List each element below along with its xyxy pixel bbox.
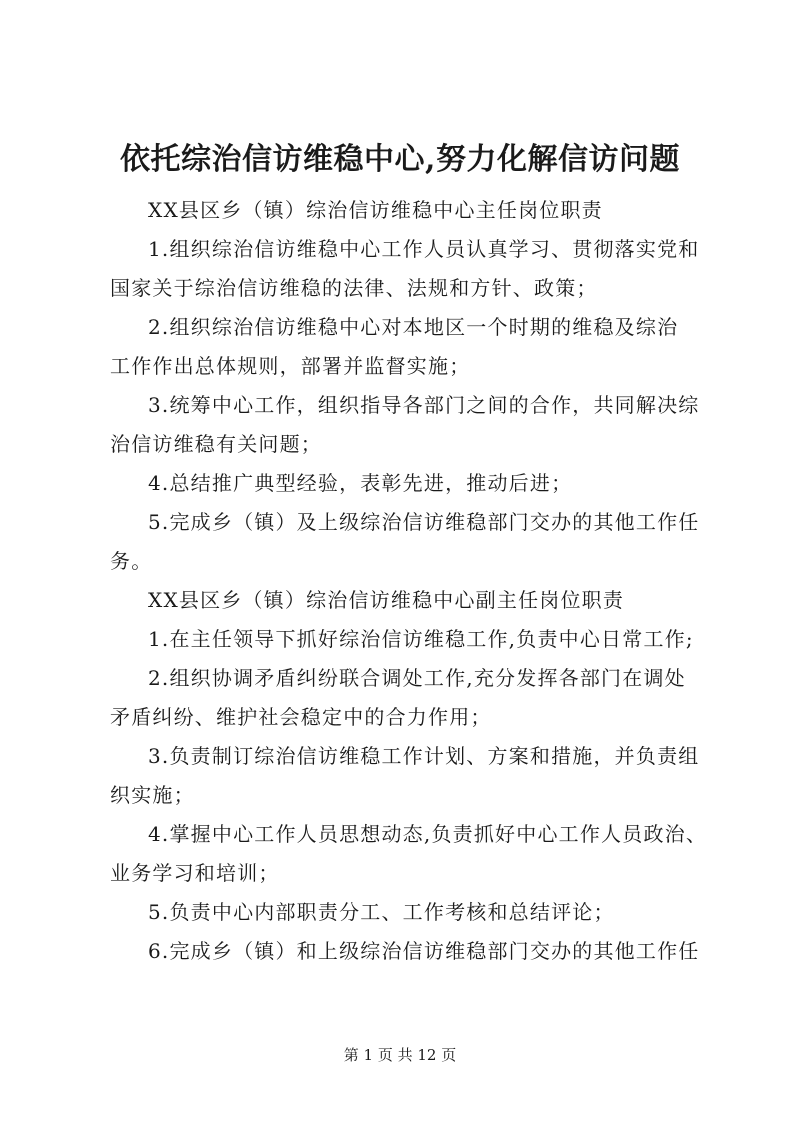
section1-item3-line2: 治信访维稳有关问题； [110, 432, 322, 456]
section2-item4-line1: 4.掌握中心工作人员思想动态,负责抓好中心工作人员政治、 [148, 822, 708, 846]
page-number-footer: 第 1 页 共 12 页 [343, 1046, 457, 1064]
section1-item5-line2: 务。 [110, 549, 153, 573]
section1-item2-line1: 2.组织综治信访维稳中心对本地区一个时期的维稳及综治 [148, 315, 679, 339]
section1-heading: XX县区乡（镇）综治信访维稳中心主任岗位职责 [148, 198, 603, 222]
section2-heading: XX县区乡（镇）综治信访维稳中心副主任岗位职责 [148, 588, 625, 612]
section1-item2-line2: 工作作出总体规则，部署并监督实施； [110, 354, 471, 378]
section2-item1: 1.在主任领导下抓好综治信访维稳工作,负责中心日常工作; [148, 627, 694, 651]
section2-item4-line2: 业务学习和培训； [110, 861, 280, 885]
section1-item3-line1: 3.统筹中心工作，组织指导各部门之间的合作，共同解决综 [148, 393, 700, 417]
section1-item4: 4.总结推广典型经验，表彰先进，推动后进； [148, 471, 573, 495]
section2-item3-line2: 织实施； [110, 783, 195, 807]
document-title: 依托综治信访维稳中心,努力化解信访问题 [120, 142, 680, 177]
section1-item5-line1: 5.完成乡（镇）及上级综治信访维稳部门交办的其他工作任 [148, 510, 700, 534]
section2-item2-line1: 2.组织协调矛盾纠纷联合调处工作,充分发挥各部门在调处 [148, 666, 686, 690]
section1-item1-line1: 1.组织综治信访维稳中心工作人员认真学习、贯彻落实党和 [148, 237, 700, 261]
section2-item6-line1: 6.完成乡（镇）和上级综治信访维稳部门交办的其他工作任 [148, 939, 700, 963]
section2-item5: 5.负责中心内部职责分工、工作考核和总结评论； [148, 900, 615, 924]
section1-item1-line2: 国家关于综治信访维稳的法律、法规和方针、政策； [110, 276, 598, 300]
section2-item2-line2: 矛盾纠纷、维护社会稳定中的合力作用； [110, 705, 492, 729]
section2-item3-line1: 3.负责制订综治信访维稳工作计划、方案和措施，并负责组 [148, 744, 700, 768]
